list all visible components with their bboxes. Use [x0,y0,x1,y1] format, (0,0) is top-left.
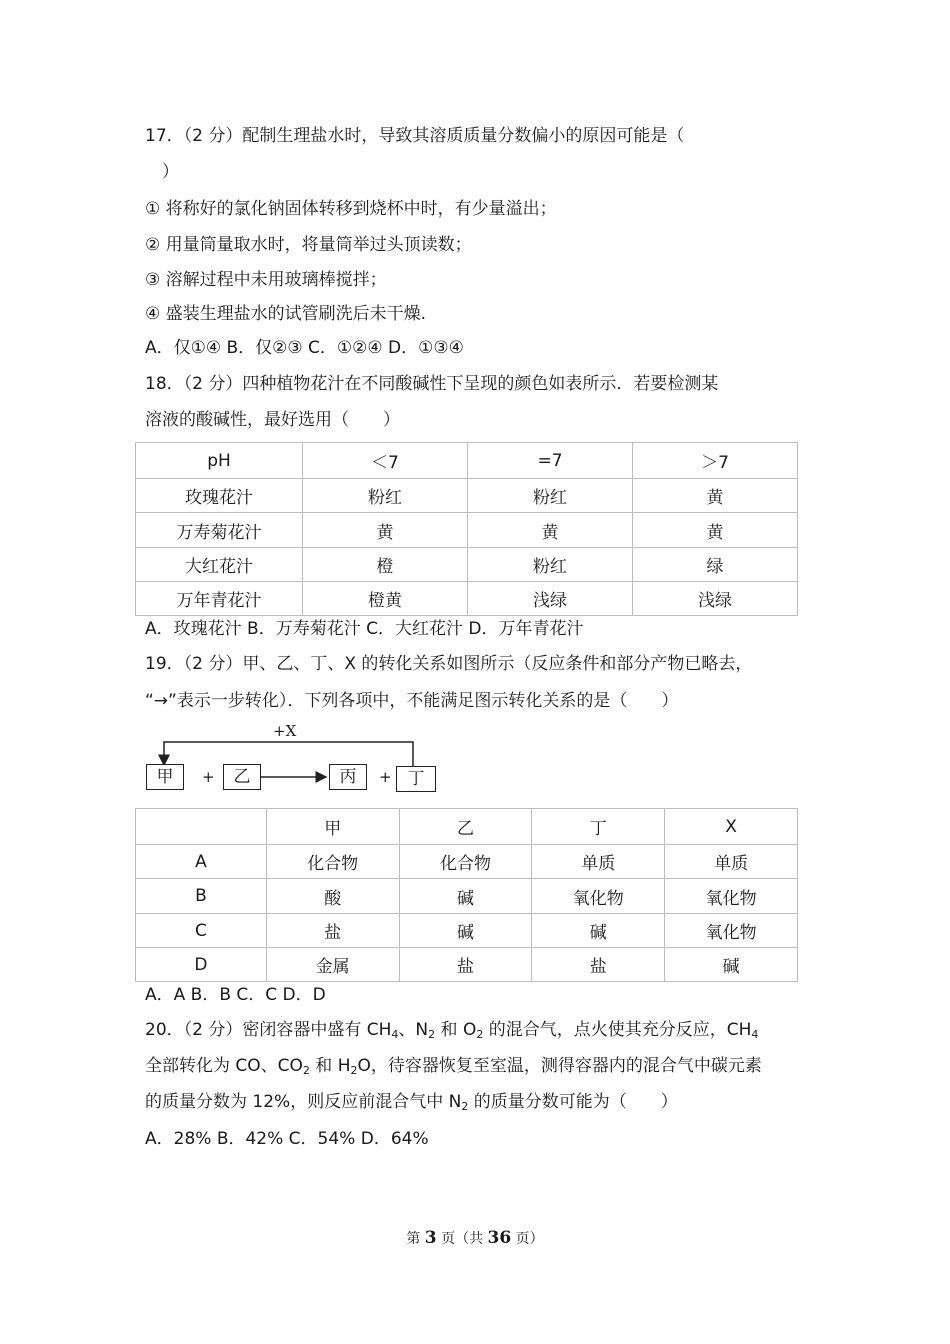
q19-stem-line2: “→”表示一步转化）．下列各项中，不能满足图示转化关系的是（ ） [145,691,679,711]
q18-header-cell: ＜7 [303,443,468,479]
text: 的质量分数可能为（ ） [468,1092,678,1112]
q20-options: A．28% B．42% C．54% D．64% [145,1129,429,1149]
subscript: 4 [751,1028,759,1041]
table-cell: 单质 [665,845,798,879]
q19-header-cell: 甲 [266,809,399,845]
footer-text: 第 [406,1231,425,1247]
box-bing: 丙 [329,764,367,790]
table-cell: 黄 [633,479,798,513]
q17-stem-close: ） [162,162,179,182]
q18-table [135,442,798,616]
q18-header-cell: pH [136,443,303,479]
page-number: 3 [424,1228,437,1248]
text: 和 O [435,1020,477,1040]
table-row [136,948,798,982]
q19-stem-line1: 19．（2 分）甲、乙、丁、X 的转化关系如图所示（反应条件和部分产物已略去， [145,654,753,674]
table-cell: 粉红 [303,479,468,513]
table-cell: 碱 [665,948,798,982]
page-footer [0,1228,950,1248]
q18-table-header [136,443,798,479]
subscript: 2 [428,1028,436,1041]
q20-line2 [145,1055,762,1082]
q19-transformation-diagram [142,720,442,800]
q19-table [135,808,798,982]
table-row [136,879,798,914]
text: O，待容器恢复至室温，测得容器内的混合气中碳元素 [357,1056,762,1076]
plus-x-label: +X [273,722,297,740]
table-cell: D [136,948,267,982]
table-cell: 金属 [266,948,399,982]
q20-line1 [145,1019,758,1046]
total-pages: 36 [487,1228,512,1248]
q19-options: A．A B．B C．C D．D [145,985,326,1005]
text: 的混合气，点火使其充分反应，CH [483,1020,752,1040]
table-cell: 碱 [399,879,532,914]
q17-stem: 17．（2 分）配制生理盐水时，导致其溶质质量分数偏小的原因可能是（ [145,126,685,146]
text: 的质量分数为 12%，则反应前混合气中 N [145,1092,462,1112]
table-cell: 玫瑰花汁 [136,479,303,513]
table-row [136,914,798,948]
q18-header-cell: =7 [467,443,632,479]
subscript: 2 [476,1028,484,1041]
q17-item-2: ② 用量筒量取水时，将量筒举过头顶读数； [145,235,472,255]
table-cell: 氧化物 [665,914,798,948]
table-cell: C [136,914,267,948]
table-cell: A [136,845,267,879]
table-cell: 单质 [532,845,665,879]
table-cell: 浅绿 [633,582,798,616]
table-cell: B [136,879,267,914]
q17-options: A．仅①④ B．仅②③ C．①②④ D．①③④ [145,338,464,358]
table-cell: 化合物 [266,845,399,879]
q17-item-4: ④ 盛装生理盐水的试管刷洗后未干燥. [145,304,427,324]
table-cell: 氧化物 [665,879,798,914]
text: 和 H [309,1056,351,1076]
table-cell: 化合物 [399,845,532,879]
table-cell: 万寿菊花汁 [136,513,303,548]
table-cell: 橙黄 [303,582,468,616]
subscript: 4 [391,1028,399,1041]
table-cell: 浅绿 [467,582,632,616]
table-cell: 盐 [532,948,665,982]
subscript: 2 [350,1064,358,1077]
table-row [136,479,798,513]
q19-header-cell: 乙 [399,809,532,845]
footer-text: 页（共 [436,1231,488,1247]
plus-sign: + [379,768,392,786]
table-cell: 碱 [399,914,532,948]
subscript: 2 [302,1064,310,1077]
table-cell: 大红花汁 [136,548,303,582]
table-cell: 橙 [303,548,468,582]
table-row [136,513,798,548]
box-ding: 丁 [396,766,436,792]
q19-table-header [136,809,798,845]
box-yi: 乙 [223,764,261,790]
q19-header-cell: X [665,809,798,845]
box-jia: 甲 [146,764,184,790]
table-cell: 黄 [303,513,468,548]
table-row [136,845,798,879]
q18-options: A．玫瑰花汁 B．万寿菊花汁 C．大红花汁 D．万年青花汁 [145,619,584,639]
table-row [136,582,798,616]
q18-stem-line1: 18．（2 分）四种植物花汁在不同酸碱性下呈现的颜色如表所示．若要检测某 [145,374,719,394]
text: 20．（2 分）密闭容器中盛有 CH [145,1020,392,1040]
table-cell: 盐 [266,914,399,948]
q19-header-cell: 丁 [532,809,665,845]
q17-item-1: ① 将称好的氯化钠固体转移到烧杯中时，有少量溢出； [145,199,557,219]
table-row [136,548,798,582]
q18-stem-line2: 溶液的酸碱性，最好选用（ ） [145,410,400,430]
q17-item-3: ③ 溶解过程中未用玻璃棒搅拌； [145,270,387,290]
plus-sign: + [202,768,215,786]
q20-line3 [145,1091,678,1118]
table-cell: 绿 [633,548,798,582]
table-cell: 粉红 [467,548,632,582]
feedback-arrow [164,742,413,768]
q18-header-cell: ＞7 [633,443,798,479]
table-cell: 万年青花汁 [136,582,303,616]
text: 全部转化为 CO、CO [145,1056,303,1076]
text: 、N [398,1020,429,1040]
subscript: 2 [461,1100,469,1113]
table-cell: 碱 [532,914,665,948]
table-cell: 粉红 [467,479,632,513]
footer-text: 页） [511,1231,544,1247]
table-cell: 氧化物 [532,879,665,914]
q19-header-cell [136,809,267,845]
table-cell: 酸 [266,879,399,914]
table-cell: 盐 [399,948,532,982]
table-cell: 黄 [467,513,632,548]
table-cell: 黄 [633,513,798,548]
